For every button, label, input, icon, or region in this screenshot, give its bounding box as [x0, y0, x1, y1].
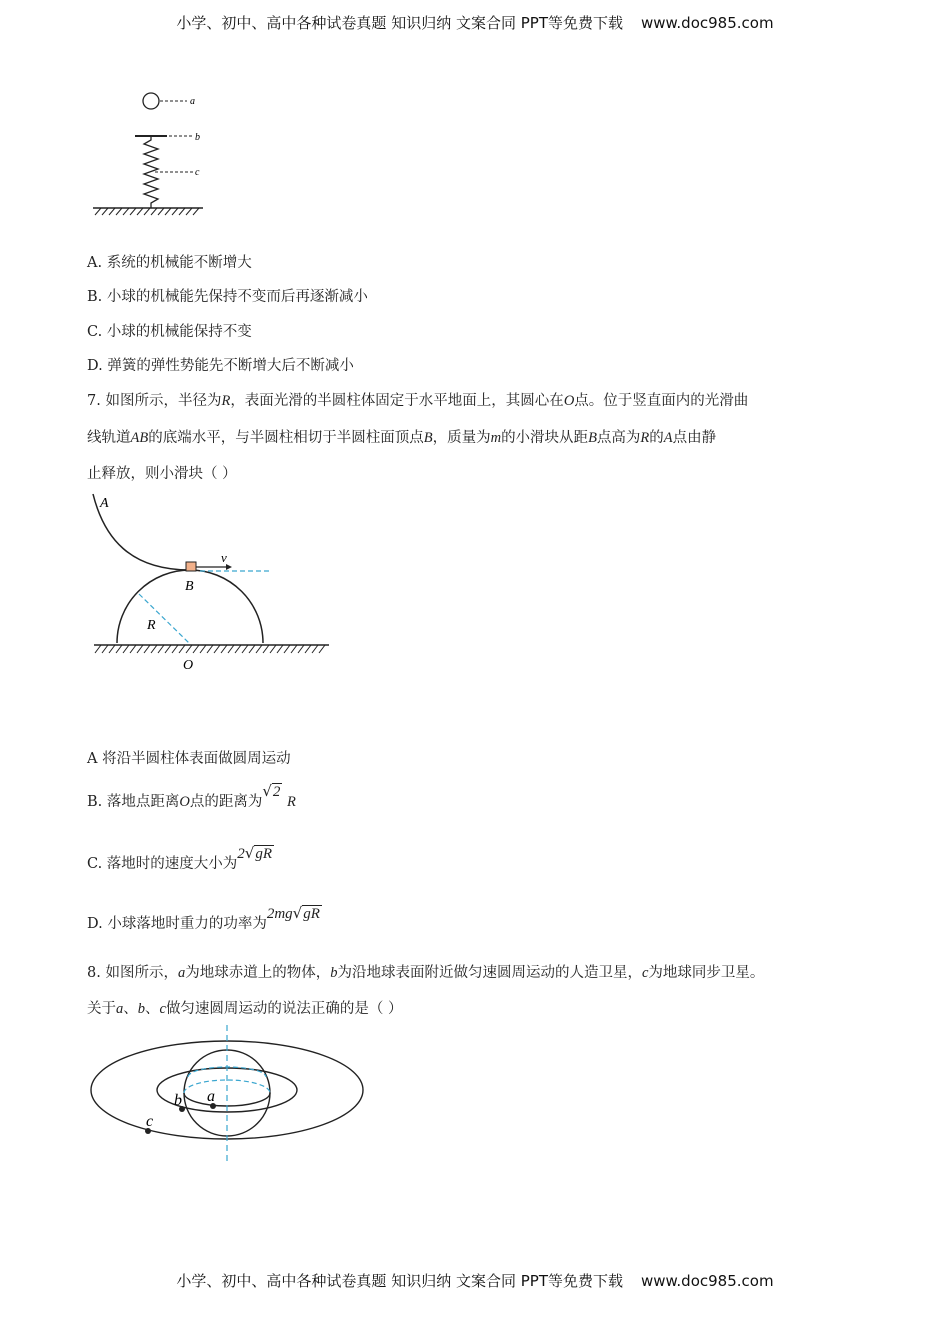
label-a: a	[207, 1088, 215, 1105]
label-b: b	[174, 1092, 182, 1109]
slider-block	[186, 562, 196, 571]
figure-ball-spring	[85, 85, 215, 220]
q8-stem-line2: 关于a、b、c做匀速圆周运动的说法正确的是（ ）	[87, 1001, 403, 1017]
q7-option-d: D. 小球落地时重力的功率为2mg√gR	[87, 904, 320, 932]
q7-option-b: B. 落地点距离O点的距离为√2 R	[87, 782, 296, 810]
q6-option-c: C. 小球的机械能保持不变	[87, 324, 252, 340]
q6-option-b: B. 小球的机械能先保持不变而后再逐渐减小	[87, 289, 368, 305]
q7-option-c: C. 落地时的速度大小为2√gR	[87, 844, 273, 872]
page-footer	[0, 1270, 950, 1291]
label-b: b	[195, 132, 200, 143]
footer-text: 小学、初中、高中各种试卷真题 知识归纳 文案合同 PPT等免费下载	[176, 1272, 623, 1290]
q6-option-a: A. 系统的机械能不断增大	[87, 255, 252, 271]
header-site: www.doc985.com	[640, 14, 774, 32]
label-c: c	[146, 1113, 154, 1130]
figure-earth-orbits	[88, 1025, 368, 1165]
q7-option-a: A 将沿半圆柱体表面做圆周运动	[87, 751, 291, 767]
earth	[184, 1050, 270, 1136]
label-B: B	[185, 579, 194, 594]
footer-site: www.doc985.com	[640, 1272, 774, 1290]
page-header	[0, 12, 950, 33]
q7-stem-line1: 7. 如图所示，半径为R，表面光滑的半圆柱体固定于水平地面上，其圆心在O点。位于竖直面内的光滑曲	[87, 393, 749, 409]
q7-stem-line3: 止释放，则小滑块（ ）	[87, 466, 237, 482]
q8-stem-line1: 8. 如图所示，a为地球赤道上的物体，b为沿地球表面附近做匀速圆周运动的人造卫星，c为地球同步卫星。	[87, 965, 765, 981]
label-v: v	[221, 550, 227, 565]
label-c: c	[195, 167, 200, 178]
q6-option-d: D. 弹簧的弹性势能先不断增大后不断减小	[87, 358, 354, 374]
figure-half-cylinder	[90, 490, 340, 675]
label-O: O	[183, 658, 194, 673]
ball	[143, 93, 159, 109]
label-R: R	[147, 618, 156, 633]
label-a: a	[190, 96, 195, 107]
label-A: A	[100, 496, 109, 511]
q7-stem-line2: 线轨道AB的底端水平，与半圆柱相切于半圆柱面顶点B，质量为m的小滑块从距B点高为R的A点由静	[87, 430, 717, 446]
header-text: 小学、初中、高中各种试卷真题 知识归纳 文案合同 PPT等免费下载	[176, 14, 623, 32]
